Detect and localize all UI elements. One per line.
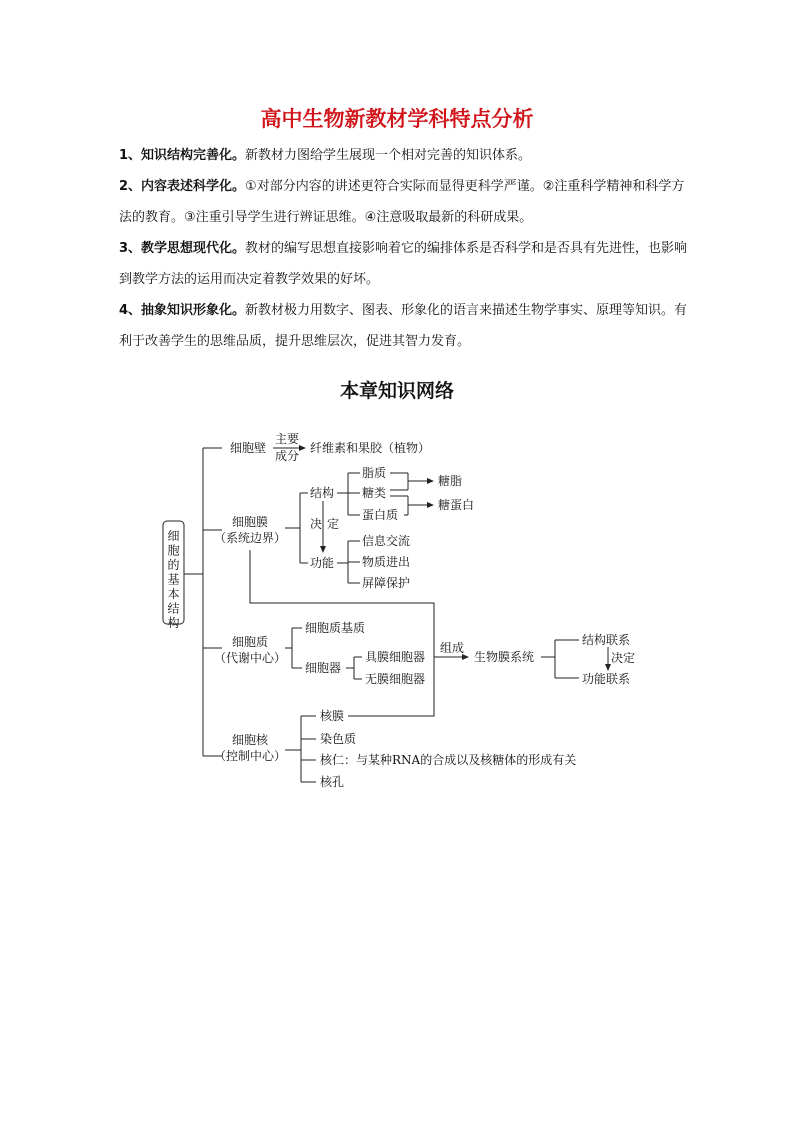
struct-link-label: 结构联系 (582, 633, 631, 647)
nuc-item-1: 核膜 (320, 709, 345, 723)
point-1-head: 1、知识结构完善化。 (119, 148, 246, 163)
nucleus-sub: （控制中心） (214, 749, 287, 763)
point-4-text: 新教材极力用数字、图表、形象化的语言来描述生物学事实、原理等知识。有利于改善学生的思维品质，提升思维层次，促进其智力发育。 (119, 303, 688, 349)
nucleus-label: 细胞核 (232, 733, 269, 747)
nonmembranous-label: 无膜细胞器 (365, 672, 426, 686)
wall-content: 纤维素和果胶（植物） (310, 441, 431, 455)
structure-label: 结构 (310, 486, 335, 500)
point-2-head: 2、内容表述科学化。 (119, 179, 246, 194)
biomembrane-label: 生物膜系统 (474, 650, 535, 664)
sugar-label: 糖类 (362, 486, 387, 500)
root-label: 细胞的基本结构 (167, 529, 180, 630)
compose-label: 组成 (440, 641, 465, 655)
organelle-label: 细胞器 (305, 661, 342, 675)
function-label: 功能 (310, 556, 335, 570)
glycolipid-label: 糖脂 (438, 474, 463, 488)
decide-label: 决定 (611, 651, 636, 665)
func-link-label: 功能联系 (582, 672, 631, 686)
matrix-label: 细胞质基质 (305, 621, 366, 635)
wall-arrow-top: 主要 (275, 432, 300, 446)
func-item-1: 信息交流 (362, 534, 411, 548)
decide-char-1: 决 (310, 517, 323, 531)
point-4-head: 4、抽象知识形象化。 (119, 303, 246, 318)
wall-arrow-bottom: 成分 (275, 449, 300, 463)
protein-label: 蛋白质 (362, 508, 399, 522)
decide-char-2: 定 (327, 517, 340, 531)
section-title: 本章知识网络 (339, 380, 454, 402)
lipid-label: 脂质 (362, 466, 387, 480)
nuc-item-2: 染色质 (320, 732, 357, 746)
func-item-3: 屏障保护 (362, 576, 411, 590)
membranous-label: 具膜细胞器 (365, 650, 426, 664)
page-title: 高中生物新教材学科特点分析 (260, 107, 534, 131)
point-3-text: 教材的编写思想直接影响着它的编排体系是否科学和是否具有先进性，也影响到教学方法的运用而决定着教学效果的好坏。 (119, 241, 688, 287)
point-3-head: 3、教学思想现代化。 (119, 241, 246, 256)
cytoplasm-label: 细胞质 (232, 635, 269, 649)
membrane-label: 细胞膜 (232, 515, 269, 529)
wall-label: 细胞壁 (230, 441, 267, 455)
nuc-item-4: 核孔 (320, 775, 345, 789)
cytoplasm-sub: （代谢中心） (214, 651, 287, 665)
nuc-item-3: 核仁：与某种RNA的合成以及核糖体的形成有关 (320, 753, 577, 767)
membrane-sub: （系统边界） (214, 531, 287, 545)
point-1-text: 新教材力图给学生展现一个相对完善的知识体系。 (245, 148, 532, 163)
point-2-text: ①对部分内容的讲述更符合实际而显得更科学严谨。②注重科学精神和科学方法的教育。③注重引导学生进行辨证思维。④注意吸取最新的科研成果。 (119, 179, 685, 225)
func-item-2: 物质进出 (362, 555, 411, 569)
glycoprotein-label: 糖蛋白 (438, 498, 475, 512)
